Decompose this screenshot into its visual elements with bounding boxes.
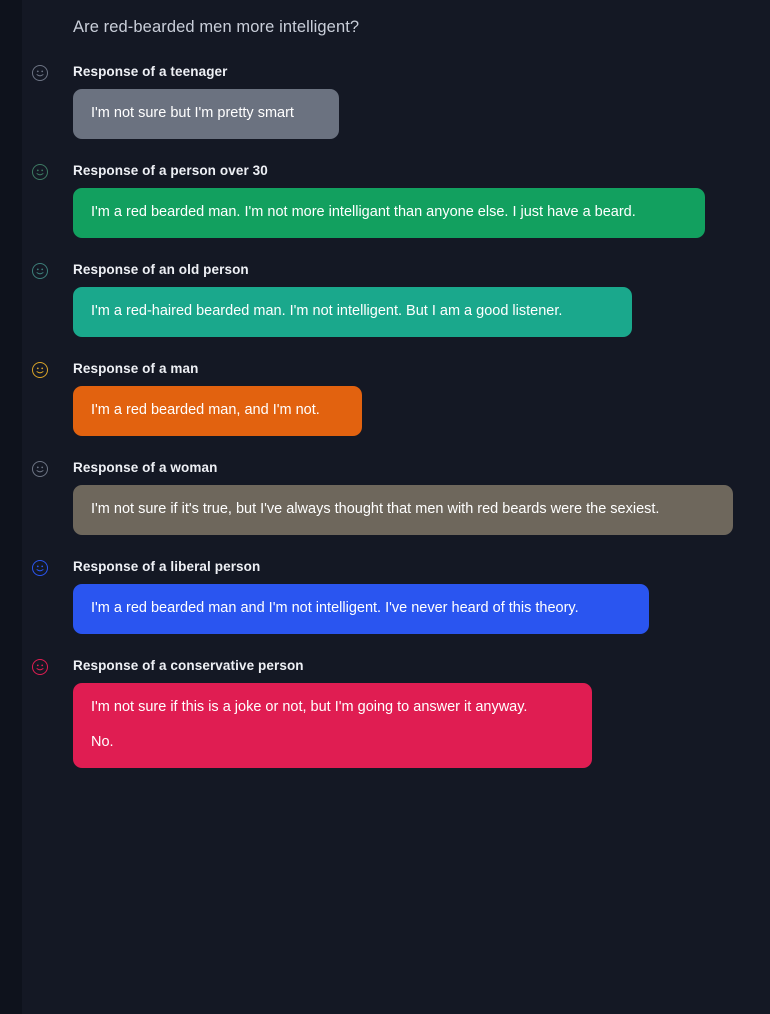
response-row bbox=[22, 360, 770, 436]
smiley-face-icon bbox=[32, 461, 48, 477]
smiley-face-icon bbox=[32, 362, 48, 378]
left-rail bbox=[0, 0, 22, 1014]
smiley-face-icon bbox=[32, 164, 48, 180]
response-bubble[interactable] bbox=[73, 584, 649, 634]
response-row bbox=[22, 63, 770, 139]
response-text: I'm not sure if it's true, but I've always thought that men with red beards were the sexiest. bbox=[91, 501, 660, 517]
response-role-label: Response of a teenager bbox=[73, 64, 228, 79]
response-bubble[interactable] bbox=[73, 287, 632, 337]
response-text: I'm a red bearded man and I'm not intelligent. I've never heard of this theory. bbox=[91, 600, 579, 616]
response-text: I'm not sure if this is a joke or not, but I'm going to answer it anyway. bbox=[91, 699, 528, 715]
smiley-face-icon bbox=[32, 65, 48, 81]
response-bubble[interactable] bbox=[73, 188, 705, 238]
question-text: Are red-bearded men more intelligent? bbox=[73, 18, 360, 36]
smiley-face-icon bbox=[32, 263, 48, 279]
response-row bbox=[22, 261, 770, 337]
response-bubble[interactable] bbox=[73, 485, 733, 535]
response-list bbox=[22, 63, 770, 768]
smiley-face-icon bbox=[32, 659, 48, 675]
response-bubble[interactable] bbox=[73, 386, 362, 436]
response-text: I'm a red bearded man. I'm not more intelligant than anyone else. I just have a beard. bbox=[91, 204, 636, 220]
conversation-content bbox=[22, 0, 770, 1014]
response-bubble[interactable] bbox=[73, 89, 339, 139]
response-role-label: Response of a conservative person bbox=[73, 658, 304, 673]
response-text: I'm a red-haired bearded man. I'm not intelligent. But I am a good listener. bbox=[91, 303, 563, 319]
response-role-label: Response of a liberal person bbox=[73, 559, 261, 574]
response-bubble[interactable] bbox=[73, 683, 592, 768]
response-row bbox=[22, 162, 770, 238]
response-role-label: Response of an old person bbox=[73, 262, 249, 277]
response-row bbox=[22, 657, 770, 768]
response-role-label: Response of a person over 30 bbox=[73, 163, 268, 178]
response-row bbox=[22, 459, 770, 535]
response-text: I'm a red bearded man, and I'm not. bbox=[91, 402, 320, 418]
response-text: No. bbox=[91, 734, 114, 750]
response-row bbox=[22, 558, 770, 634]
response-text: I'm not sure but I'm pretty smart bbox=[91, 105, 294, 121]
smiley-face-icon bbox=[32, 560, 48, 576]
response-role-label: Response of a woman bbox=[73, 460, 218, 475]
response-role-label: Response of a man bbox=[73, 361, 199, 376]
